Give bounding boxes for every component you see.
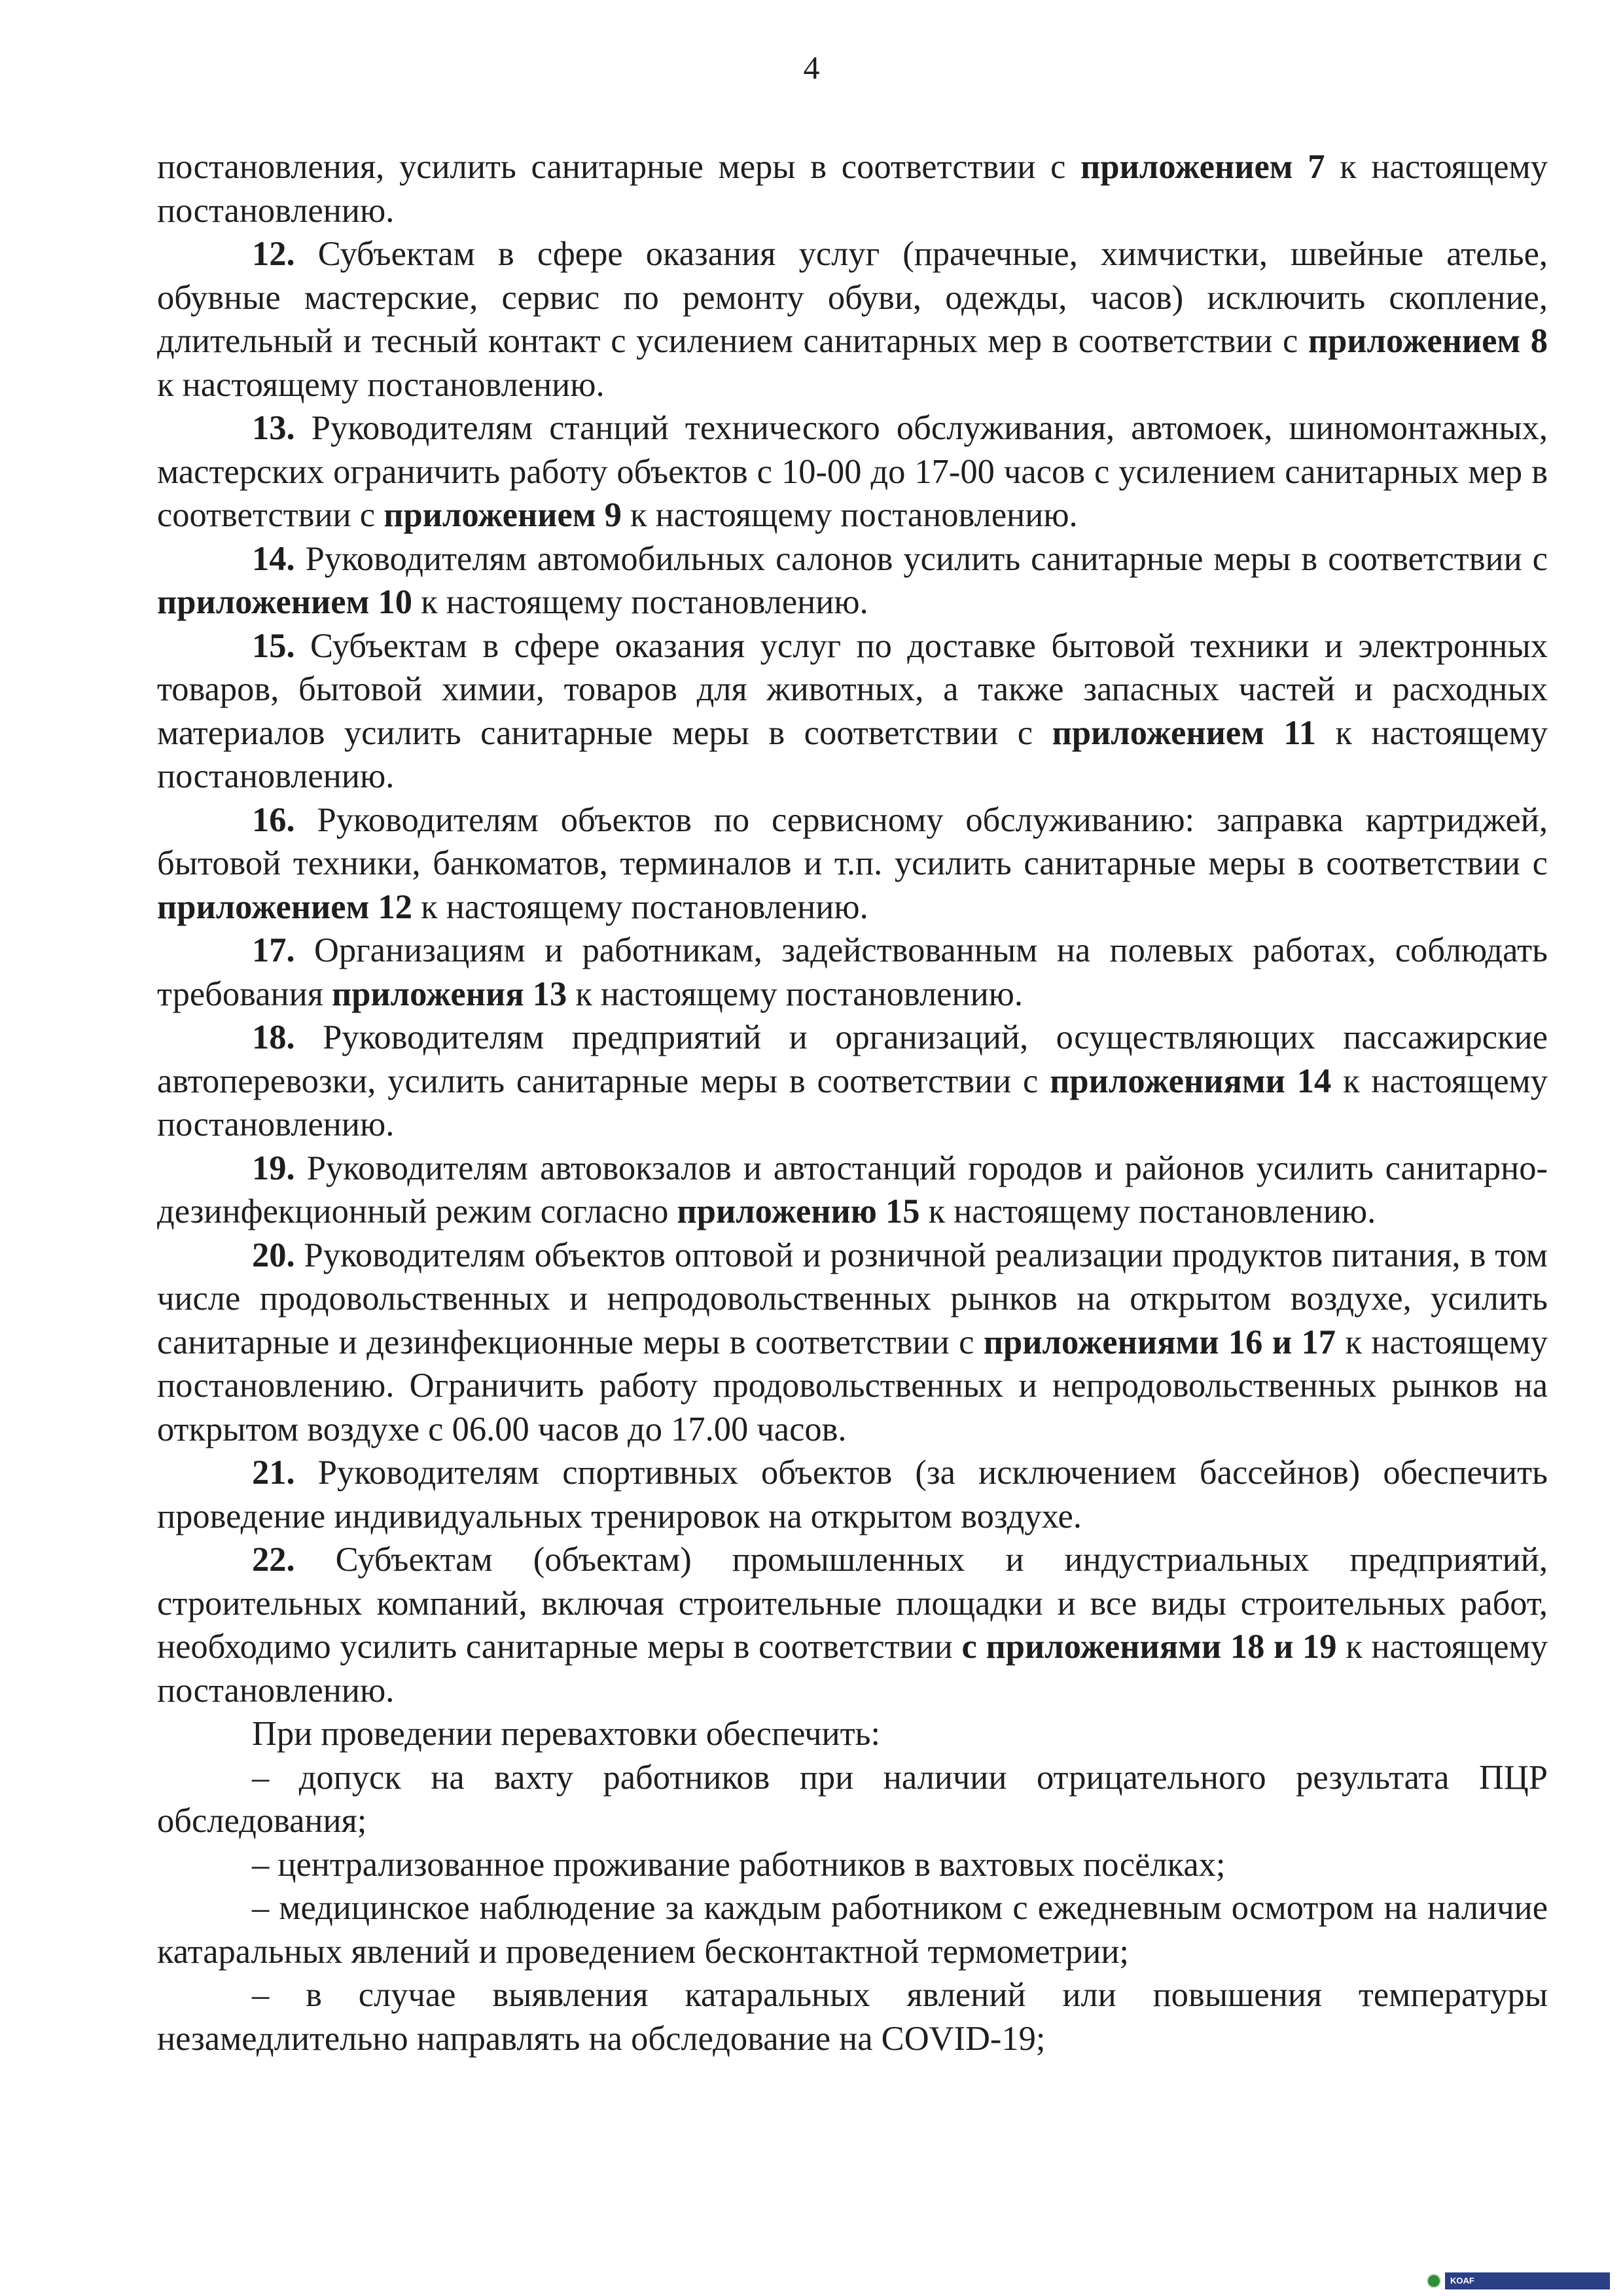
appendix-reference: приложением 8 xyxy=(1308,322,1548,360)
paragraph-text: к настоящему постановлению. xyxy=(621,496,1078,534)
appendix-reference: приложением 12 xyxy=(157,888,412,926)
paragraph-text: к настоящему постановлению. xyxy=(412,888,868,926)
paragraph-text: Субъектам (объектам) промышленных и индустриальных предприятий, строительных компаний, включая строительные площадки и все виды строительных работ, необходимо усилить санитарные меры в соответствии xyxy=(157,1541,1548,1666)
appendix-reference: приложению 15 xyxy=(677,1193,920,1230)
paragraph-text: Руководителям предприятий и организаций, осуществляющих пассажирские автоперевозки, усилить санитарные меры в соответствии с xyxy=(157,1018,1548,1100)
appendix-reference: приложением 10 xyxy=(157,583,412,621)
paragraph-number: 21. xyxy=(252,1454,295,1492)
paragraph xyxy=(157,1451,1548,1538)
paragraph-text: Руководителям объектов по сервисному обслуживанию: заправка картриджей, бытовой техники, банкоматов, терминалов и т.п. усилить санитарные меры в соответствии с xyxy=(157,800,1548,882)
paragraph-text: к настоящему постановлению. Ограничить работу продовольственных и непродовольственных рынков на открытом воздухе с 06.00 часов до 17.00 часов. xyxy=(157,1323,1548,1448)
paragraph-text: к настоящему постановлению. xyxy=(157,1062,1548,1143)
paragraph-text: к настоящему постановлению. xyxy=(157,713,1548,795)
appendix-reference: с приложениями 18 и 19 xyxy=(961,1628,1337,1666)
watermark-logo xyxy=(1427,2271,1610,2291)
paragraph-text: При проведении перевахтовки обеспечить: xyxy=(252,1715,881,1753)
paragraph xyxy=(157,624,1548,798)
document-body xyxy=(157,145,1548,2060)
paragraph-text: к настоящему постановлению. xyxy=(412,583,868,621)
paragraph-text: Субъектам в сфере оказания услуг (прачечные, химчистки, швейные ателье, обувные мастерские, сервис по ремонту обуви, одежды, часов) исключить скопление, длительный и тесный контакт с усилением санитарных мер в соответствии с xyxy=(157,235,1548,360)
appendix-reference: приложением 11 xyxy=(1052,713,1316,752)
paragraph-text: – допуск на вахту работников при наличии отрицательного результата ПЦР обследования; xyxy=(157,1758,1548,1840)
page-number: 4 xyxy=(803,49,820,86)
paragraph xyxy=(157,1886,1548,1973)
paragraph xyxy=(157,232,1548,406)
paragraph-text: к настоящему постановлению. xyxy=(567,975,1024,1013)
paragraph-text: к настоящему постановлению. xyxy=(919,1193,1376,1230)
appendix-reference: приложением 7 xyxy=(1080,148,1325,186)
paragraph-number: 16. xyxy=(252,800,295,839)
paragraph-number: 18. xyxy=(252,1018,295,1056)
paragraph xyxy=(157,1147,1548,1234)
paragraph-number: 14. xyxy=(252,539,295,578)
paragraph xyxy=(157,1843,1548,1887)
paragraph-text: Руководителям автомобильных салонов усилить санитарные меры в соответствии с xyxy=(305,539,1548,578)
paragraph-text: – централизованное проживание работников в вахтовых посёлках; xyxy=(252,1845,1226,1884)
paragraph xyxy=(157,1016,1548,1147)
paragraph xyxy=(157,406,1548,537)
appendix-reference: приложением 9 xyxy=(383,496,622,534)
paragraph xyxy=(157,145,1548,232)
logo-text: KOAF xyxy=(1445,2272,1610,2289)
paragraph xyxy=(157,929,1548,1016)
paragraph-text: – медицинское наблюдение за каждым работником с ежедневным осмотром на наличие катаральных явлений и проведением бесконтактной термометрии; xyxy=(157,1889,1548,1971)
paragraph-number: 22. xyxy=(252,1541,295,1579)
paragraph-text: Организациям и работникам, задействованным на полевых работах, соблюдать требования xyxy=(157,931,1548,1013)
paragraph-text: к настоящему постановлению. xyxy=(157,148,1548,230)
paragraph-text: к настоящему постановлению. xyxy=(157,1628,1548,1710)
paragraph-number: 19. xyxy=(252,1149,295,1187)
appendix-reference: приложения 13 xyxy=(331,975,567,1013)
paragraph-number: 20. xyxy=(252,1236,295,1274)
appendix-reference: приложениями 14 xyxy=(1050,1062,1332,1100)
paragraph xyxy=(157,1234,1548,1452)
paragraph-text: к настоящему постановлению. xyxy=(157,365,605,404)
paragraph-text: Руководителям спортивных объектов (за исключением бассейнов) обеспечить проведение индивидуальных тренировок на открытом воздухе. xyxy=(157,1454,1548,1535)
paragraph xyxy=(157,1973,1548,2060)
paragraph-number: 12. xyxy=(252,235,295,273)
paragraph-text: – в случае выявления катаральных явлений или повышения температуры незамедлительно направлять на обследование на COVID-19; xyxy=(157,1976,1548,2058)
paragraph xyxy=(157,1756,1548,1843)
paragraph-number: 15. xyxy=(252,626,295,665)
paragraph-text: Руководителям автовокзалов и автостанций городов и районов усилить санитарно-дезинфекционный режим согласно xyxy=(157,1149,1548,1230)
appendix-reference: приложениями 16 и 17 xyxy=(983,1323,1336,1361)
paragraph-number: 13. xyxy=(252,409,295,447)
paragraph-text: Руководителям станций технического обслуживания, автомоек, шиномонтажных, мастерских ограничить работу объектов с 10-00 до 17-00 часов с усилением санитарных мер в соответствии с xyxy=(157,409,1548,534)
paragraph-text: постановления, усилить санитарные меры в соответствии с xyxy=(157,148,1081,186)
paragraph xyxy=(157,1538,1548,1712)
paragraph-text: Руководителям объектов оптовой и розничной реализации продуктов питания, в том числе продовольственных и непродовольственных рынков на открытом воздухе, усилить санитарные и дезинфекционные меры в соответствии с xyxy=(157,1236,1548,1361)
logo-emblem-icon xyxy=(1427,2274,1441,2288)
paragraph-number: 17. xyxy=(252,931,295,969)
paragraph xyxy=(157,798,1548,929)
paragraph-text: Субъектам в сфере оказания услуг по доставке бытовой техники и электронных товаров, бытовой химии, товаров для животных, а также запасных частей и расходных материалов усилить санитарные меры в соответствии с xyxy=(157,626,1548,752)
paragraph xyxy=(157,1712,1548,1756)
paragraph xyxy=(157,537,1548,624)
